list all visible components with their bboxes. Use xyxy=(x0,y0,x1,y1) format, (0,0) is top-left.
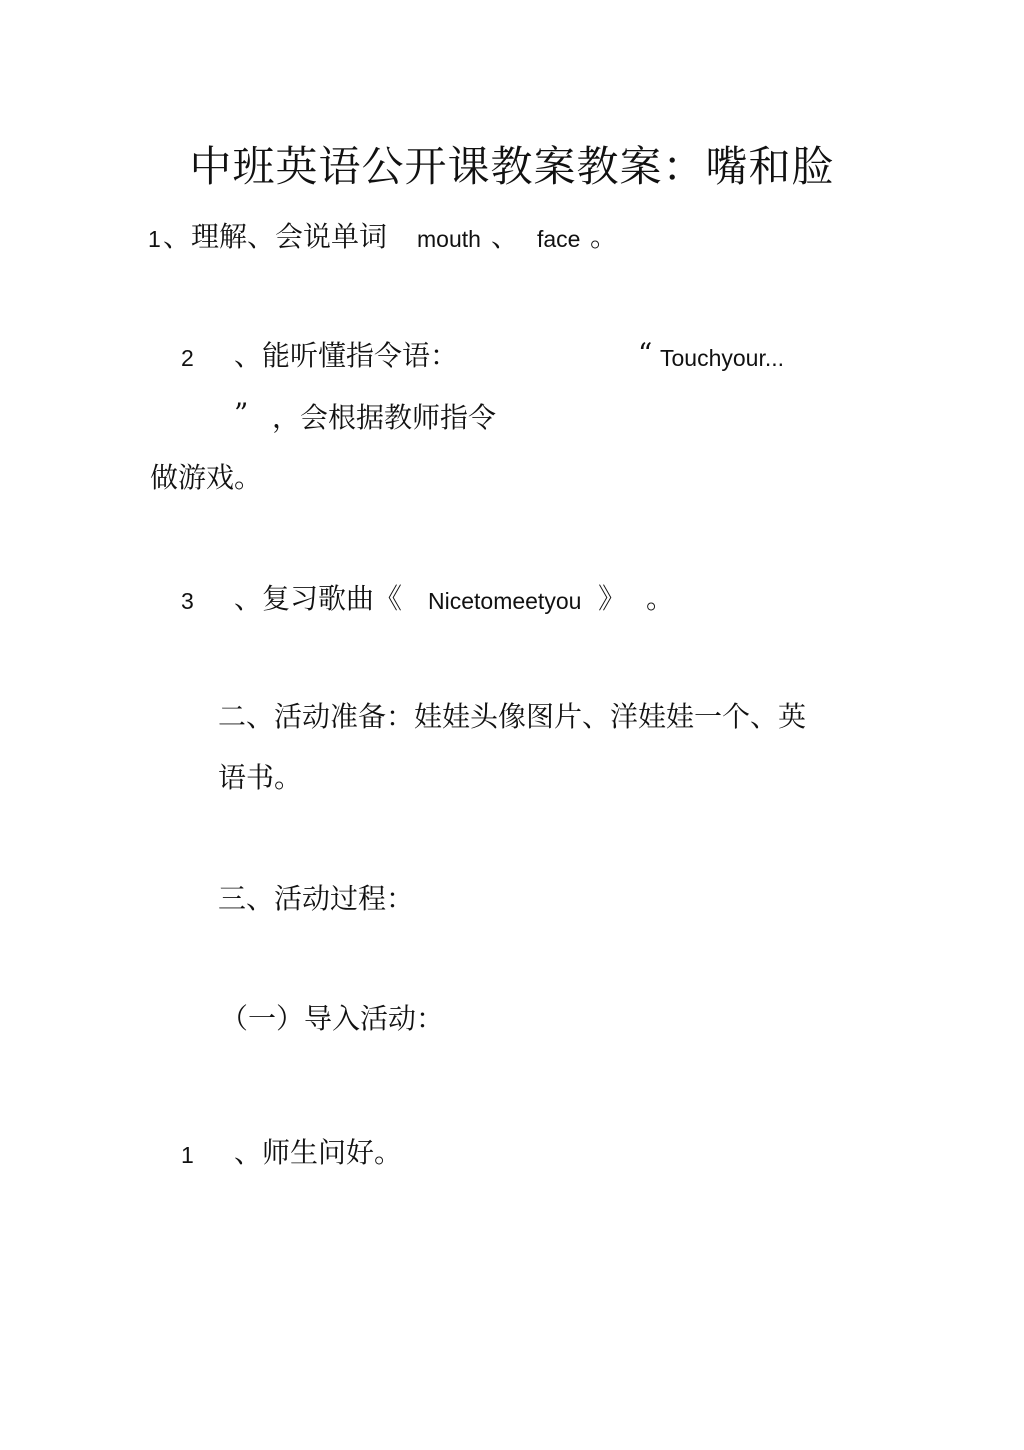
objective-1-number: 1 xyxy=(148,226,161,252)
section-3-heading: 三、活动过程： xyxy=(218,882,415,915)
objective-3-number: 3 xyxy=(181,588,194,614)
objective-1-separator: 、 xyxy=(491,220,520,253)
document-title: 中班英语公开课教案教案：嘴和脸 xyxy=(189,142,835,191)
objective-2-phrase: Touchyour... xyxy=(660,345,785,371)
objective-2-text: 、能听懂指令语： xyxy=(234,339,459,372)
objective-1-word-mouth: mouth xyxy=(417,226,481,252)
section-2-line-2: 语书。 xyxy=(218,761,303,794)
step-1-text: 、师生问好。 xyxy=(234,1136,403,1169)
objective-2-quote-open: “ xyxy=(638,337,653,370)
objective-1-period: 。 xyxy=(590,220,619,253)
objective-2-number: 2 xyxy=(181,345,194,371)
section-2-line-1: 二、活动准备：娃娃头像图片、洋娃娃一个、英 xyxy=(218,700,807,733)
objective-3-text: 、复习歌曲《 xyxy=(234,582,403,615)
objective-2-continuation: ，会根据教师指令 xyxy=(272,401,497,434)
objective-3-period: 。 xyxy=(646,582,675,615)
step-1-number: 1 xyxy=(181,1142,194,1168)
objective-3-song: Nicetomeetyou xyxy=(428,588,582,614)
objective-1-text: 、理解、会说单词 xyxy=(163,220,388,253)
objective-3-close: 》 xyxy=(598,582,627,615)
objective-2-continuation-2: 做游戏。 xyxy=(150,461,263,494)
subsection-1-heading: （一）导入活动： xyxy=(220,1002,445,1035)
objective-2-quote-close: ” xyxy=(234,397,249,430)
objective-1-word-face: face xyxy=(537,226,581,252)
